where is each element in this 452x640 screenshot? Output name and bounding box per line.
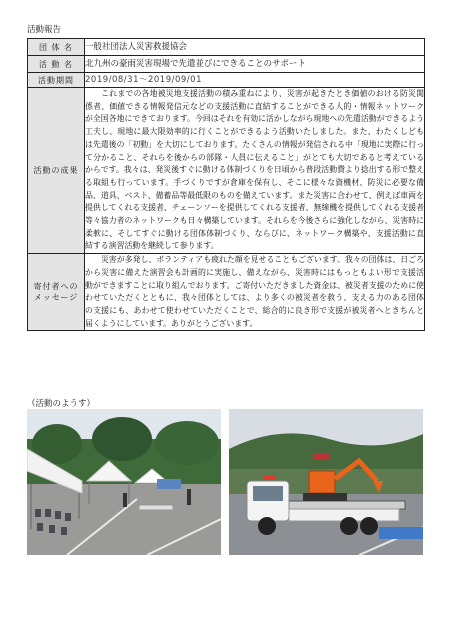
message-text [85, 254, 425, 331]
period-row [28, 73, 425, 88]
organization-label: 団 体 名 [28, 39, 85, 56]
results-text-body: これまでの各地被災地支援活動の積み重ねにより、災害が起きたとき価値のおける防災関係者、価値できる情報発信元などの支援活動に直結することができる人的・情報ネットワークが全国各地にできております。今回はそれを有効に活かしながら現地への先遣活動ができるよう工夫し、現地に最大限効率的に行くことができるよう活動いたしました。また、わたくしどもは先遣後の「初動」を大切にしております。たくさんの情報が発信される中「現地に実際に行って分かること、それらを後からの部隊・人員に伝えること」がとても大切であると考えているからです。我々は、発災後すぐに動ける体制づくりを日頃から普段活動費より捻出する形で整える取組も行っています。手づくりですが倉庫を保有し、そこに様々な資機材、防災に必要な備品、道具、ベスト、備蓄品等最低限のものを備えています。また災害に合わせて、例えば車両を提供してくれる支援者、チェーンソーを提供してくれる支援者、無線機を提供してくれる支援者等々協力者のネットワークも日々構築しています。それらを今後さらに強化しながら、災害時に柔軟に、そしてすぐに動ける団体体制づくり、ならびに、ネットワーク構築や、支援活動に直結する演習活動を継続して参ります。 [85, 89, 424, 251]
truck-wheel [360, 517, 378, 535]
tree-right [155, 421, 219, 465]
truck-wheel [258, 517, 276, 535]
message-label [28, 254, 85, 331]
results-row [28, 88, 425, 254]
rack-top [313, 453, 329, 459]
activity-row [28, 56, 425, 73]
activity-photo-tents [27, 409, 221, 555]
activity-label: 活 動 名 [28, 56, 85, 73]
blue-tarp [157, 479, 181, 489]
person [187, 489, 191, 505]
activity-value: 北九州の豪雨災害現場で先遣並びにできることのサポート [85, 56, 425, 73]
message-row [28, 254, 425, 331]
message-label-line2: メッセージ [33, 293, 79, 303]
results-text [85, 88, 425, 254]
person [123, 493, 127, 507]
beacon-light [263, 475, 275, 480]
activity-photo-truck [229, 409, 423, 555]
folding-table [139, 505, 173, 510]
truck-windshield [253, 486, 283, 501]
blue-marking [379, 527, 423, 539]
document-heading: 活動報告 [27, 25, 62, 35]
results-label: 活動の成果 [28, 88, 85, 254]
excavator-track [303, 493, 347, 501]
truck-scene [229, 409, 423, 555]
excavator-cabin [309, 471, 335, 493]
tents-scene [27, 409, 221, 555]
photos-title: （活動のようす） [27, 399, 96, 409]
message-label-line1: 寄付者への [33, 282, 79, 292]
message-text-body: 災害が多発し、ボランティアも疲れた顔を見せることもございます。我々の団体は、日ごろから災害に備えた演習会も計画的に実施し、備えながら、災害時にはもっともよい形で支援活動ができますことに取り組んでおります。ご寄付いただきました資金は、被災者支援のために使わせていただくとともに、我々団体としては、より多くの被災者を救う、支える力のある団体の支援にも、あわせて使わせていただくことで、総合的に良き形で支援が被災者へときちんと届くようにしています。ありがとうございます。 [85, 255, 424, 328]
truck-bed [287, 501, 405, 509]
period-label: 活動期間 [28, 73, 85, 88]
truck-wheel [340, 517, 358, 535]
period-value: 2019/08/31～2019/09/01 [85, 73, 425, 88]
organization-value: 一般社団法人災害救援協会 [85, 39, 425, 56]
report-table [27, 38, 425, 331]
organization-row [28, 39, 425, 56]
tree-center [92, 417, 152, 461]
